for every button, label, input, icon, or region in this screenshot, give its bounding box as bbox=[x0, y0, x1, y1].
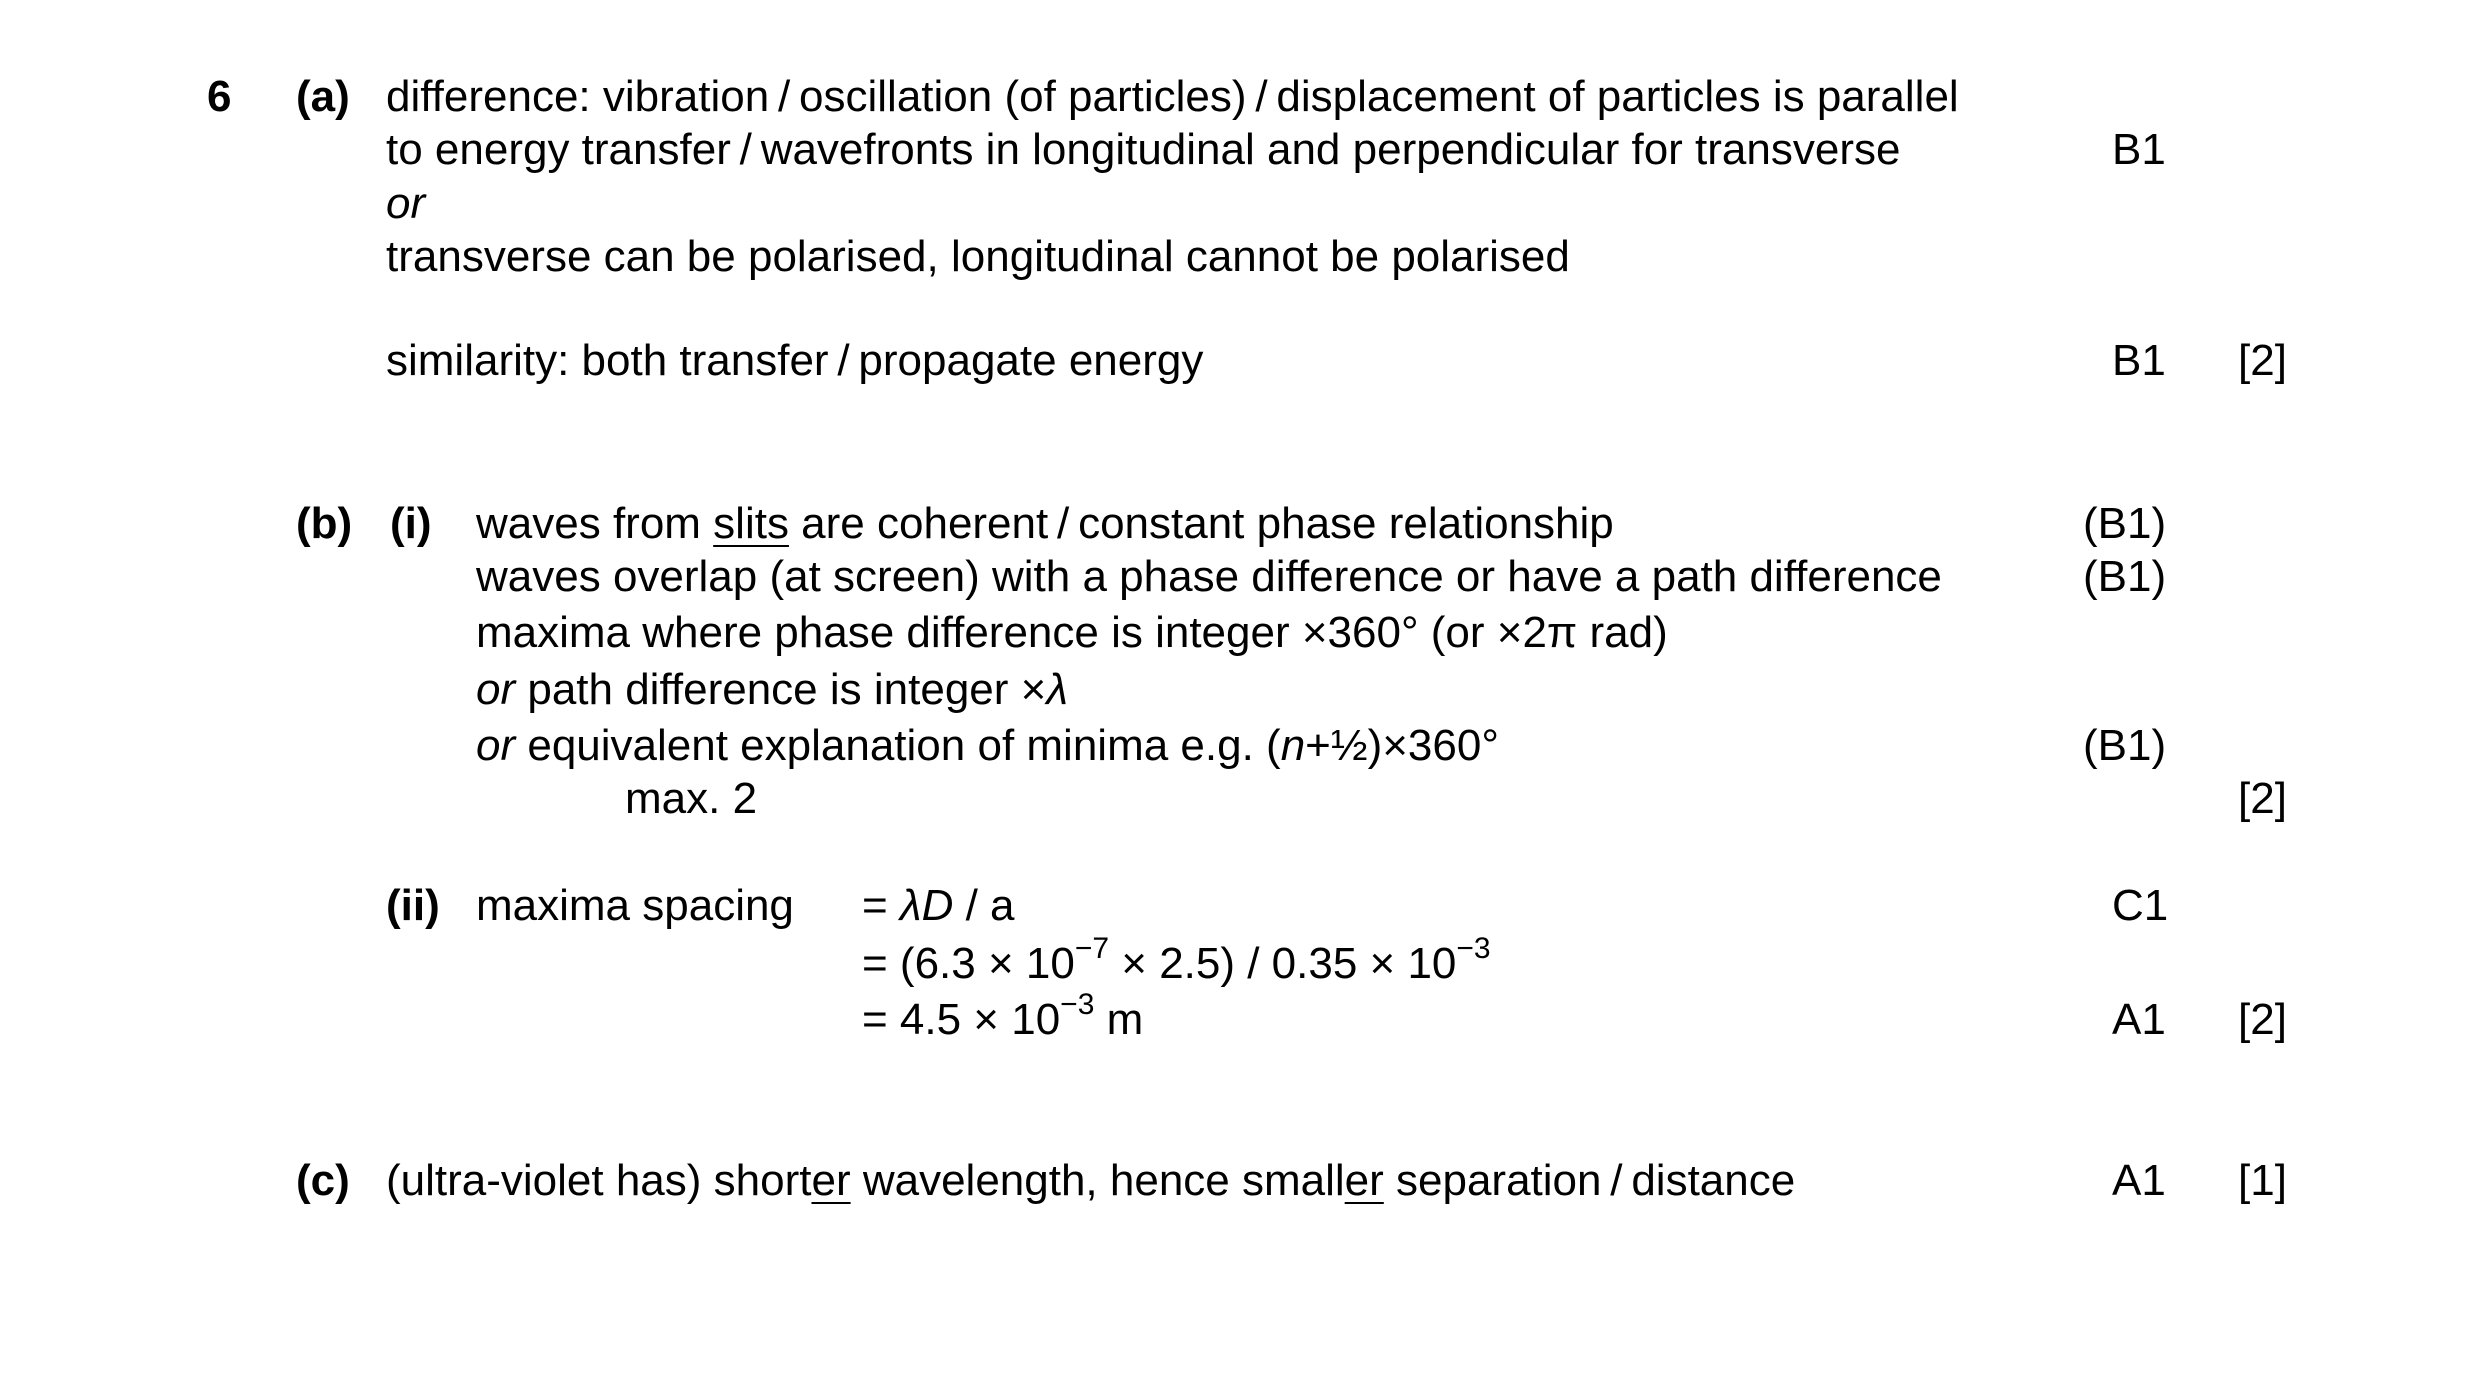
part-a-line-3: transverse can be polarised, longitudinal cannot be polarised bbox=[386, 232, 1570, 281]
part-b-ii-total: [2] bbox=[2238, 995, 2287, 1044]
part-b-ii-eq-1-mark: C1 bbox=[2112, 881, 2169, 930]
part-b-i-line-5-mark: (B1) bbox=[2083, 721, 2167, 770]
part-a-similarity: similarity: both transfer / propagate energy bbox=[386, 336, 1204, 385]
part-b-i-total: [2] bbox=[2238, 774, 2287, 823]
part-a-label: (a) bbox=[296, 72, 350, 121]
part-b-label: (b) bbox=[296, 499, 353, 548]
part-a-line-2: to energy transfer / wavefronts in longitudinal and perpendicular for transverse bbox=[386, 125, 1901, 174]
part-b-i-label: (i) bbox=[390, 499, 432, 548]
part-b-ii-eq-3-mark: A1 bbox=[2112, 995, 2166, 1044]
part-c-total: [1] bbox=[2238, 1156, 2287, 1205]
part-b-i-line-2: waves overlap (at screen) with a phase difference or have a path difference bbox=[476, 552, 1942, 601]
question-number: 6 bbox=[207, 72, 232, 121]
part-a-total: [2] bbox=[2238, 336, 2287, 385]
part-a-or: or bbox=[386, 179, 426, 228]
part-b-ii-eq-1: = λD / a bbox=[862, 881, 1015, 930]
part-b-i-line-1: waves from slits are coherent / constant phase relationship bbox=[476, 499, 1614, 548]
part-a-line-2-mark: B1 bbox=[2112, 125, 2166, 174]
part-b-i-line-5: or equivalent explanation of minima e.g. (n+½)×360° bbox=[476, 721, 1499, 770]
part-b-ii-label: (ii) bbox=[386, 881, 440, 930]
part-b-ii-eq-3: = $4.5 \times 10^{-3}$ m bbox=[862, 988, 1144, 1044]
part-a-line-1: difference: vibration / oscillation (of particles) / displacement of particles is parallel bbox=[386, 72, 1959, 121]
part-b-i-line-3: maxima where phase difference is integer ×360° (or ×2π rad) bbox=[476, 608, 1668, 657]
part-c-mark: A1 bbox=[2112, 1156, 2166, 1205]
part-c-text: (ultra-violet has) shorter wavelength, hence smaller separation / distance bbox=[386, 1156, 1796, 1205]
part-b-i-line-1-mark: (B1) bbox=[2083, 499, 2167, 548]
part-b-ii-term: maxima spacing bbox=[476, 881, 794, 930]
part-b-ii-eq-2: = $(6.3 \times 10^{-7} \times 2.5) / 0.35 \times 10^{-3}$ bbox=[862, 932, 1491, 988]
slits-underlined: slits bbox=[713, 499, 789, 548]
part-b-i-line-4: or path difference is integer ×λ bbox=[476, 665, 1068, 714]
part-a-similarity-mark: B1 bbox=[2112, 336, 2166, 385]
part-c-label: (c) bbox=[296, 1156, 350, 1205]
part-b-i-max: max. 2 bbox=[625, 774, 758, 823]
part-b-i-line-2-mark: (B1) bbox=[2083, 552, 2167, 601]
